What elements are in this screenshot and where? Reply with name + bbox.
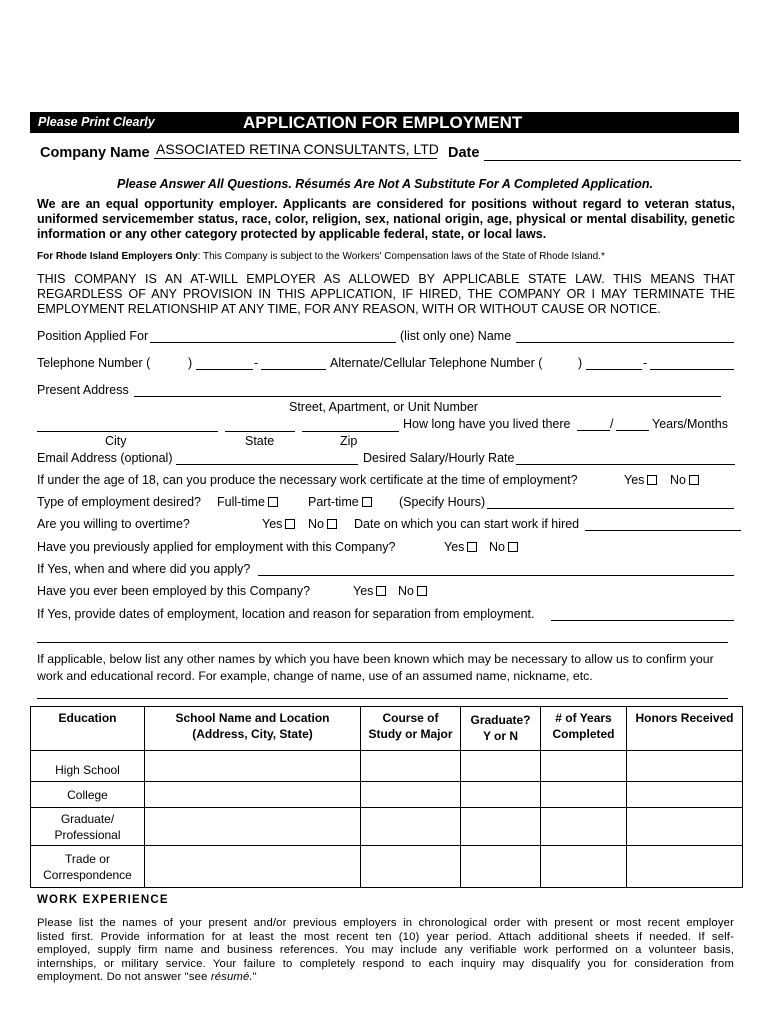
checkbox[interactable] bbox=[327, 519, 337, 529]
company-name-line bbox=[154, 158, 437, 159]
education-header-row bbox=[31, 707, 743, 751]
rhode-island-text: : This Company is subject to the Workers' Compensation laws of the State of Rhode Island.* bbox=[197, 251, 605, 262]
checkbox[interactable] bbox=[285, 519, 295, 529]
company-name-value[interactable]: ASSOCIATED RETINA CONSULTANTS, LTD bbox=[156, 141, 439, 157]
row-label bbox=[31, 808, 145, 846]
alt-telephone-label: Alternate/Cellular Telephone Number ( bbox=[330, 356, 543, 370]
company-name-label: Company Name bbox=[40, 145, 150, 161]
telephone-prefix-field[interactable] bbox=[196, 369, 253, 370]
table-row bbox=[31, 846, 743, 888]
telephone-label: Telephone Number ( bbox=[37, 356, 151, 370]
alt-telephone-dash: - bbox=[643, 356, 648, 370]
table-cell[interactable] bbox=[541, 751, 627, 782]
work-experience-heading: WORK EXPERIENCE bbox=[37, 894, 169, 906]
table-row bbox=[31, 782, 743, 808]
at-will-line: REGARDLESS OF ANY PROVISION IN THIS APPLICATION, IF HIRED, THE COMPANY OR I MAY TERMINATE THE bbox=[37, 287, 735, 301]
table-cell[interactable] bbox=[541, 808, 627, 846]
work-experience-line: listed first. Provide information for at least the most recent ten (10) year period. Attach additional sheets if needed. If self- bbox=[37, 930, 734, 943]
eeo-line: information or any other category protected by applicable federal, state, or local laws. bbox=[37, 227, 547, 241]
header-text: School Name and Location bbox=[175, 711, 330, 725]
form-title: APPLICATION FOR EMPLOYMENT bbox=[243, 113, 523, 132]
table-cell[interactable] bbox=[627, 751, 743, 782]
print-clearly-label: Please Print Clearly bbox=[38, 115, 155, 129]
overtime-yes[interactable] bbox=[262, 517, 295, 532]
present-address-label: Present Address bbox=[37, 383, 129, 397]
years-field[interactable] bbox=[577, 430, 610, 431]
employed-before-no[interactable] bbox=[398, 584, 427, 599]
applied-before-no[interactable] bbox=[489, 540, 518, 555]
checkbox[interactable] bbox=[689, 475, 699, 485]
position-label: Position Applied For bbox=[37, 329, 149, 343]
table-cell[interactable] bbox=[541, 782, 627, 808]
header-text: Graduate? bbox=[470, 713, 531, 727]
yes-label: Yes bbox=[624, 473, 645, 487]
zip-field[interactable] bbox=[302, 431, 399, 432]
no-label: No bbox=[489, 540, 505, 554]
table-cell[interactable] bbox=[627, 846, 743, 888]
yes-label: Yes bbox=[353, 584, 374, 598]
row-label-text: Graduate/ bbox=[60, 811, 115, 826]
yes-label: Yes bbox=[444, 540, 465, 554]
table-cell[interactable] bbox=[461, 808, 541, 846]
city-caption: City bbox=[105, 434, 127, 448]
table-cell[interactable] bbox=[145, 782, 361, 808]
under-18-question: If under the age of 18, can you produce the necessary work certificate at the time of employment? bbox=[37, 473, 578, 487]
applied-before-question: Have you previously applied for employment with this Company? bbox=[37, 540, 396, 554]
email-label: Email Address (optional) bbox=[37, 451, 173, 465]
table-cell[interactable] bbox=[361, 782, 461, 808]
checkbox[interactable] bbox=[467, 542, 477, 552]
applied-when-label: If Yes, when and where did you apply? bbox=[37, 562, 251, 576]
employed-before-question: Have you ever been employed by this Company? bbox=[37, 584, 311, 598]
months-field[interactable] bbox=[616, 430, 649, 431]
applied-before-yes[interactable] bbox=[444, 540, 477, 555]
checkbox[interactable] bbox=[508, 542, 518, 552]
at-will-statement bbox=[37, 272, 735, 317]
resume-word: résumé. bbox=[210, 971, 253, 983]
table-cell[interactable] bbox=[361, 846, 461, 888]
email-field[interactable] bbox=[176, 464, 358, 465]
state-caption: State bbox=[245, 434, 275, 448]
name-field[interactable] bbox=[516, 342, 734, 343]
specify-hours-label: (Specify Hours) bbox=[399, 495, 486, 509]
row-label-text: Professional bbox=[54, 827, 121, 842]
table-cell[interactable] bbox=[145, 808, 361, 846]
header-text: (Address, City, State) bbox=[192, 727, 313, 741]
education-header bbox=[31, 707, 145, 751]
start-date-field[interactable] bbox=[585, 530, 741, 531]
name-label: (list only one) Name bbox=[400, 329, 512, 343]
at-will-line: EMPLOYMENT RELATIONSHIP AT ANY TIME, FOR ANY REASON, WITH OR WITHOUT CAUSE OR NOTICE. bbox=[37, 302, 661, 316]
table-cell[interactable] bbox=[145, 846, 361, 888]
graduate-header bbox=[461, 707, 541, 751]
row-label-text: Trade or bbox=[65, 851, 110, 866]
row-label-text: Correspondence bbox=[43, 867, 132, 882]
other-names-field[interactable] bbox=[37, 698, 728, 699]
years-header bbox=[541, 707, 627, 751]
overtime-no[interactable] bbox=[308, 517, 337, 532]
rhode-island-bold: For Rhode Island Employers Only bbox=[37, 251, 198, 262]
work-experience-line: internships, or military service. Your failure to completely respond to each inquiry may disqualify you for consideration from bbox=[37, 957, 734, 970]
zip-caption: Zip bbox=[340, 434, 358, 448]
header-bar bbox=[30, 112, 739, 133]
start-date-label: Date on which you can start work if hired bbox=[354, 517, 580, 531]
honors-header bbox=[627, 707, 743, 751]
city-field[interactable] bbox=[37, 431, 218, 432]
under-18-yes[interactable] bbox=[624, 473, 657, 488]
row-label bbox=[31, 782, 145, 808]
course-header bbox=[361, 707, 461, 751]
checkbox[interactable] bbox=[417, 586, 427, 596]
row-label-text: High School bbox=[55, 763, 120, 777]
other-names-text-2: work and educational record. For example, change of name, use of an assumed name, nickname, etc. bbox=[37, 669, 593, 683]
instructions: Please Answer All Questions. Résumés Are Not A Substitute For A Completed Application. bbox=[117, 177, 653, 191]
no-label: No bbox=[670, 473, 686, 487]
table-cell[interactable] bbox=[461, 846, 541, 888]
employment-dates-field[interactable] bbox=[551, 620, 734, 621]
part-time-label: Part-time bbox=[308, 495, 359, 509]
header-text: # of Years bbox=[555, 711, 612, 725]
table-cell[interactable] bbox=[145, 751, 361, 782]
alt-telephone-paren: ) bbox=[578, 356, 583, 370]
other-names-text-1: If applicable, below list any other names by which you have been known which may be necessary to allow us to confirm your bbox=[37, 652, 714, 666]
employed-before-yes[interactable] bbox=[353, 584, 386, 599]
checkbox[interactable] bbox=[362, 497, 372, 507]
work-experience-last-line bbox=[37, 971, 257, 983]
specify-hours-field[interactable] bbox=[487, 508, 734, 509]
table-cell[interactable] bbox=[627, 808, 743, 846]
full-time-label: Full-time bbox=[217, 495, 265, 509]
header-text: Course of bbox=[382, 711, 439, 725]
checkbox[interactable] bbox=[268, 497, 278, 507]
applied-when-field[interactable] bbox=[258, 575, 734, 576]
header-text: Education bbox=[58, 711, 117, 725]
date-label: Date bbox=[448, 145, 480, 161]
how-long-label: How long have you lived there bbox=[403, 417, 571, 431]
table-cell[interactable] bbox=[541, 846, 627, 888]
table-cell[interactable] bbox=[361, 751, 461, 782]
at-will-line: THIS COMPANY IS AN AT-WILL EMPLOYER AS ALLOWED BY APPLICABLE STATE LAW. THIS MEANS THAT bbox=[37, 272, 735, 286]
employment-dates-field-2[interactable] bbox=[37, 642, 728, 643]
years-months-label: Years/Months bbox=[652, 417, 728, 431]
date-field[interactable] bbox=[484, 160, 741, 161]
rhode-island-note bbox=[37, 249, 605, 264]
street-caption: Street, Apartment, or Unit Number bbox=[289, 400, 478, 414]
telephone-paren: ) bbox=[188, 356, 193, 370]
how-long-slash: / bbox=[610, 417, 614, 431]
eeo-statement bbox=[37, 197, 735, 242]
under-18-no[interactable] bbox=[670, 473, 699, 488]
overtime-question: Are you willing to overtime? bbox=[37, 517, 190, 531]
alt-telephone-line-field[interactable] bbox=[650, 369, 734, 370]
telephone-line-field[interactable] bbox=[261, 369, 326, 370]
salary-label: Desired Salary/Hourly Rate bbox=[363, 451, 515, 465]
work-experience-line: Please list the names of your present and/or previous employers in chronological order with present or most recent employer bbox=[37, 917, 734, 929]
checkbox[interactable] bbox=[647, 475, 657, 485]
employment-dates-label: If Yes, provide dates of employment, location and reason for separation from employment. bbox=[37, 607, 535, 621]
school-header bbox=[145, 707, 361, 751]
work-experience-text bbox=[37, 917, 734, 985]
table-cell[interactable] bbox=[461, 782, 541, 808]
position-field[interactable] bbox=[150, 342, 396, 343]
alt-telephone-prefix-field[interactable] bbox=[586, 369, 642, 370]
last-line-prefix: employment. Do not answer "see bbox=[37, 971, 211, 983]
row-label bbox=[31, 751, 145, 782]
part-time-option[interactable] bbox=[308, 495, 372, 510]
eeo-line: uniformed servicemember status, race, color, religion, sex, national origin, age, physical or mental disability, genetic bbox=[37, 212, 735, 226]
table-cell[interactable] bbox=[361, 808, 461, 846]
table-cell[interactable] bbox=[627, 782, 743, 808]
present-address-field[interactable] bbox=[134, 396, 721, 397]
employment-type-label: Type of employment desired? bbox=[37, 495, 201, 509]
last-line-suffix: " bbox=[252, 971, 257, 983]
telephone-dash: - bbox=[254, 356, 259, 370]
header-text: Honors Received bbox=[635, 711, 734, 725]
checkbox[interactable] bbox=[376, 586, 386, 596]
header-text: Study or Major bbox=[368, 727, 453, 741]
salary-field[interactable] bbox=[516, 464, 735, 465]
table-row bbox=[31, 808, 743, 846]
row-label-text: College bbox=[67, 787, 108, 802]
no-label: No bbox=[308, 517, 324, 531]
table-row bbox=[31, 751, 743, 782]
eeo-line: We are an equal opportunity employer. Applicants are considered for positions without regard to veteran status, bbox=[37, 197, 735, 211]
header-text: Completed bbox=[552, 727, 615, 741]
full-time-option[interactable] bbox=[217, 495, 278, 510]
education-table bbox=[30, 706, 743, 888]
work-experience-line: employed, supply firm name and business references. You may include any verifiable work performed on a volunteer basis, bbox=[37, 944, 734, 956]
no-label: No bbox=[398, 584, 414, 598]
table-cell[interactable] bbox=[461, 751, 541, 782]
header-text: Y or N bbox=[482, 729, 519, 743]
yes-label: Yes bbox=[262, 517, 283, 531]
row-label bbox=[31, 846, 145, 888]
state-field[interactable] bbox=[225, 431, 295, 432]
